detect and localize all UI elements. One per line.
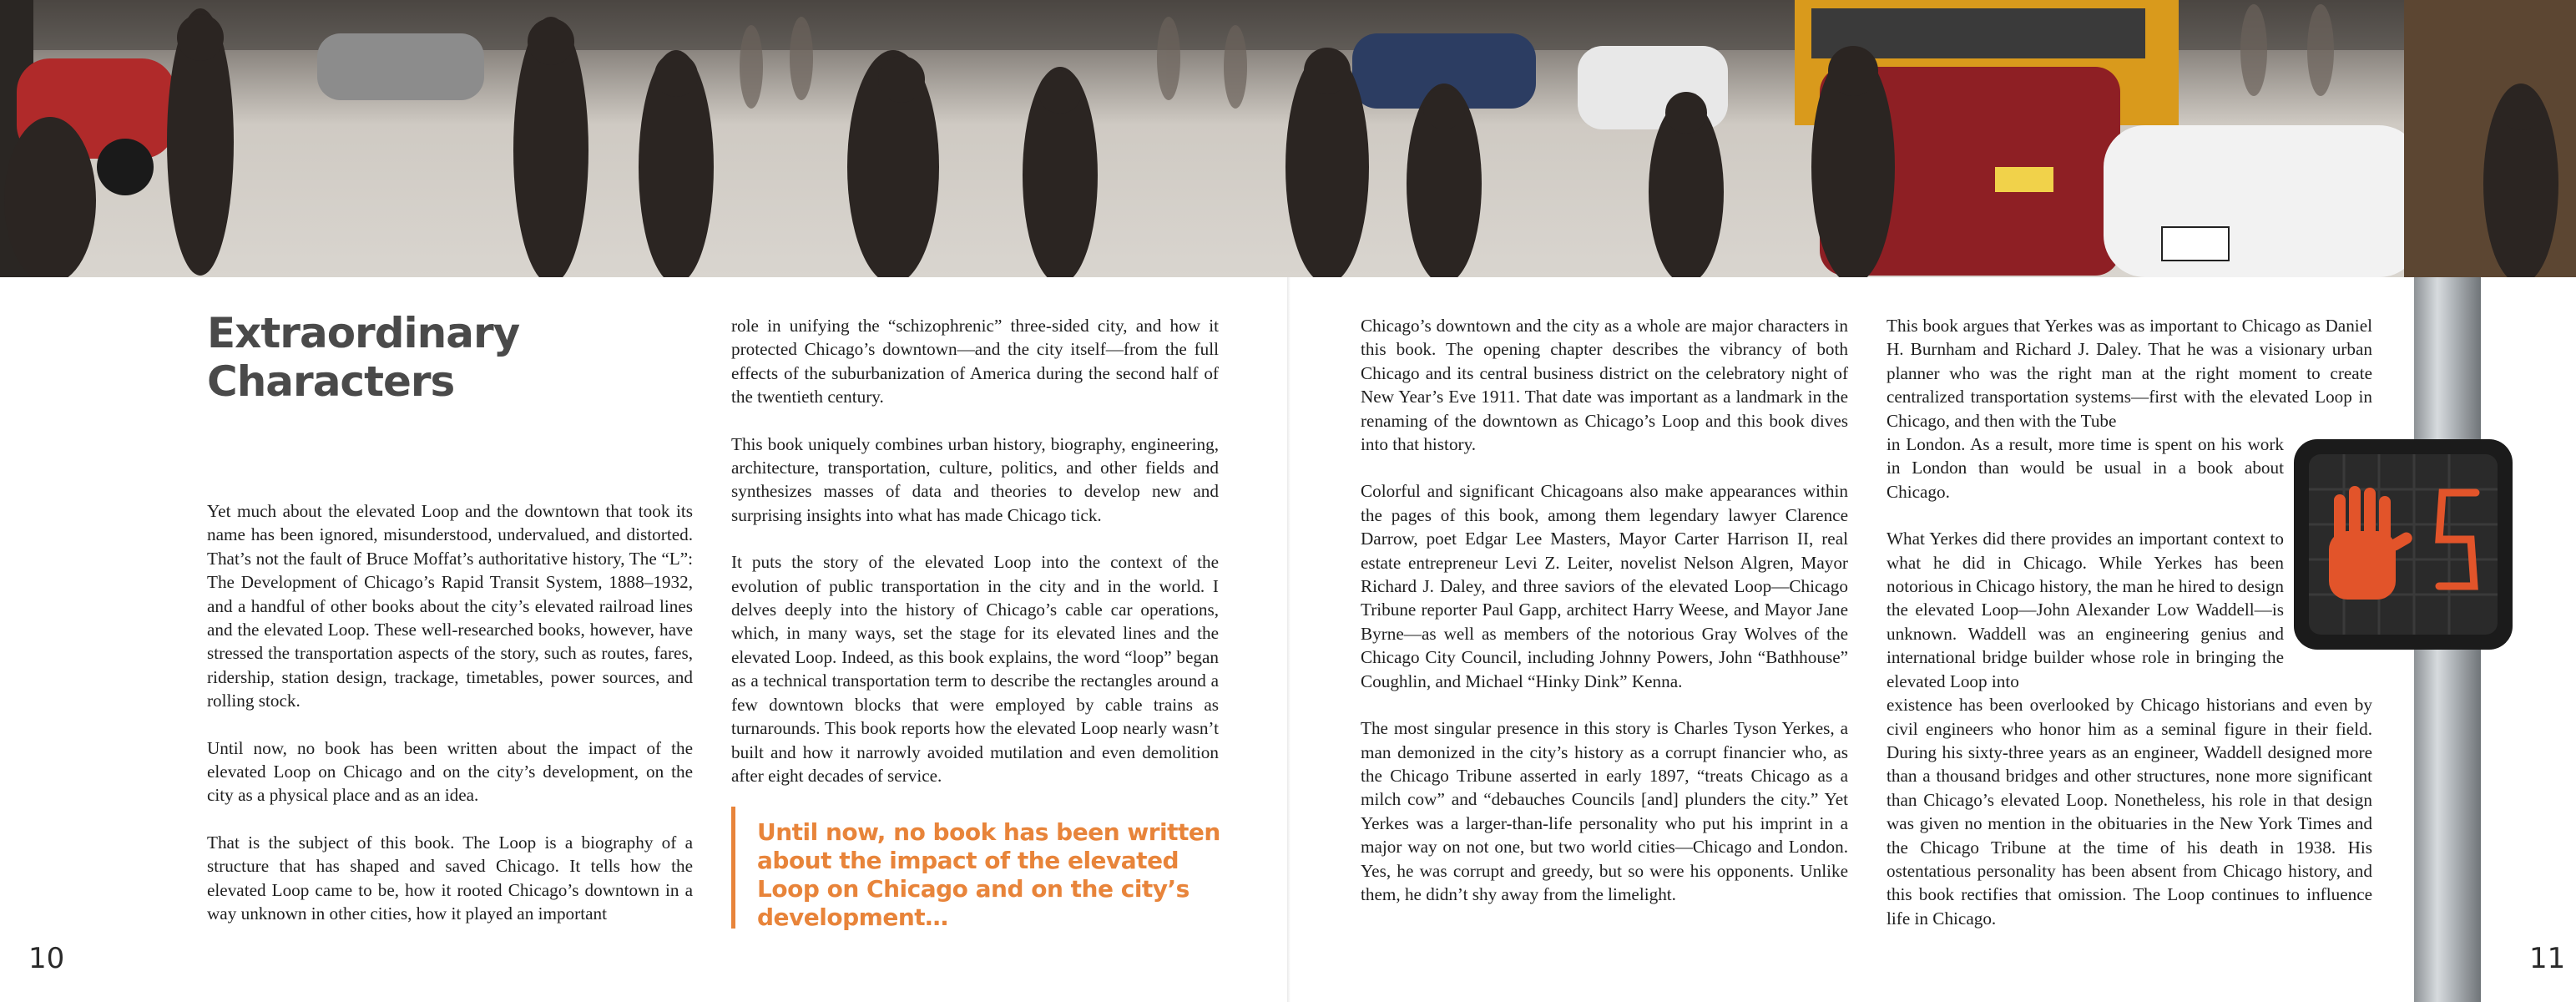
paragraph: Chicago’s downtown and the city as a whole are major characters in this book. The opening chapter describes the vibrancy of both Chicago and its central business district on the celebratory night of New Year’s Eve 1911. That date was important as a landmark in the renaming of the downtown as Chicago’s Loop and this book dives into that history. [1361, 316, 1848, 455]
paragraph: in London. As a result, more time is spent on his work in London than would be usual in a book about Chicago. [1887, 434, 2284, 502]
paragraph: That is the subject of this book. The Loop is a biography of a structure that has shaped and saved Chicago. It tells how the elevated Loop came to be, how it rooted Chicago’s downtown in a way unknown in other cities, how it played an important [207, 832, 693, 924]
paragraph: The most singular presence in this story is Charles Tyson Yerkes, a man demonized in the city’s history as a corrupt financier who, as the Chicago Tribune asserted in early 1897, “treats Chicago as a milch cow” and “debauches Councils [and] plunders the city.” Yet Yerkes was a larger-than-life personality who put his imprint in a major way on not one, but two world cities—Chicago and London. Yes, he was corrupt and greedy, but so were his opponents. Unlike them, he didn’t shy away from the limelight. [1361, 718, 1848, 904]
page-number-left: 10 [28, 942, 65, 975]
text-column-1 [207, 499, 693, 949]
text-column-2 [731, 314, 1219, 811]
paragraph: Colorful and significant Chicagoans also make appearances within the pages of this book, among them legendary lawyer Clarence Darrow, poet Edgar Lee Masters, Mayor Carter Harrison II, real estate entrepreneur Levi Z. Leiter, novelist Nelson Algren, Mayor Richard J. Daley, and three saviors of the elevated Loop—Chicago Tribune reporter Paul Gapp, architect Harry Weese, and Mayor Jane Byrne—as well as members of the notorious Gray Wolves of the Chicago City Council, including Johnny Powers, John “Bathhouse” Coughlin, and Michael “Hinky Dink” Kenna. [1361, 481, 1848, 691]
paragraph: It puts the story of the elevated Loop into the context of the evolution of public transportation in the city and in the world. I delves deeply into the history of Chicago’s cable car operations, which, in many ways, set the stage for its elevated lines and the elevated Loop. Indeed, as this book explains, the word “loop” began as a technical transportation term to describe the rectangles around a few downtown blocks that were employed by cable trains as turnarounds. This book reports how the elevated Loop nearly wasn’t built and how it narrowly avoided mutilation and even demolition after eight decades of service. [731, 552, 1219, 786]
pedestrian-signal-image [2286, 439, 2519, 650]
paragraph: This book argues that Yerkes was as important to Chicago as Daniel H. Burnham and Richard J. Daley. That he was a visionary urban planner who was the right man at the right moment to create centralized transportation systems—first with the elevated Loop in Chicago, and then with the Tube [1887, 316, 2372, 431]
pull-quote: Until now, no book has been written about the impact of the elevated Loop on Chicago and on the city’s development… [731, 807, 1224, 929]
paragraph: Yet much about the elevated Loop and the downtown that took its name has been ignored, misunderstood, undervalued, and distorted. That’s not the fault of Bruce Moffat’s authoritative history, The “L”: The Development of Chicago’s Rapid Transit System, 1888–1932, and a handful of other books about the city’s elevated railroad lines and the elevated Loop. These well-researched books, however, have stressed the transportation aspects of the story, such as routes, fares, ridership, station design, trackage, timetables, power sources, and rolling stock. [207, 501, 693, 711]
title-line-1: Extraordinary [207, 309, 520, 357]
paragraph: role in unifying the “schizophrenic” three-sided city, and how it protected Chicago’s downtown—and the city itself—from the full effects of the suburbanization of America during the second half of the twentieth century. [731, 316, 1219, 407]
paragraph: What Yerkes did there provides an important context to what he did in Chicago. While Yerkes has been notorious in Chicago history, the man he hired to design the elevated Loop—John Alexander Low Waddell—is unknown. Waddell was an engineering genius and international bridge builder whose role in bringing the elevated Loop into [1887, 529, 2284, 691]
paragraph: existence has been overlooked by Chicago historians and even by civil engineers who honor him as a seminal figure in their field. During his sixty-three years as an engineer, Waddell designed more than a thousand bridges and other structures, none more significant than Chicago’s elevated Loop. Nonetheless, his role in that design was given no mention in the obituaries in the New York Times and the Chicago Tribune at the time of his death in 1938. His ostentatious personality has been absent from Chicago history, and this book rectifies that omission. The Loop continues to influence life in Chicago. [1887, 695, 2372, 929]
paragraph: Until now, no book has been written about the impact of the elevated Loop on Chicago and on the city’s development, on the city as a physical place and as an idea. [207, 737, 693, 806]
title-line-2: Characters [207, 357, 455, 406]
paragraph: This book uniquely combines urban history, biography, engineering, architecture, transportation, culture, politics, and other fields and synthesizes masses of data and theories to develop new and surprising insights into what has made Chicago tick. [731, 433, 1219, 525]
text-column-3 [1361, 314, 1848, 929]
page-number-right: 11 [2529, 942, 2566, 975]
spread-gutter [1287, 277, 1291, 1002]
page-title [207, 309, 674, 406]
street-crowd-photo [0, 0, 2576, 277]
